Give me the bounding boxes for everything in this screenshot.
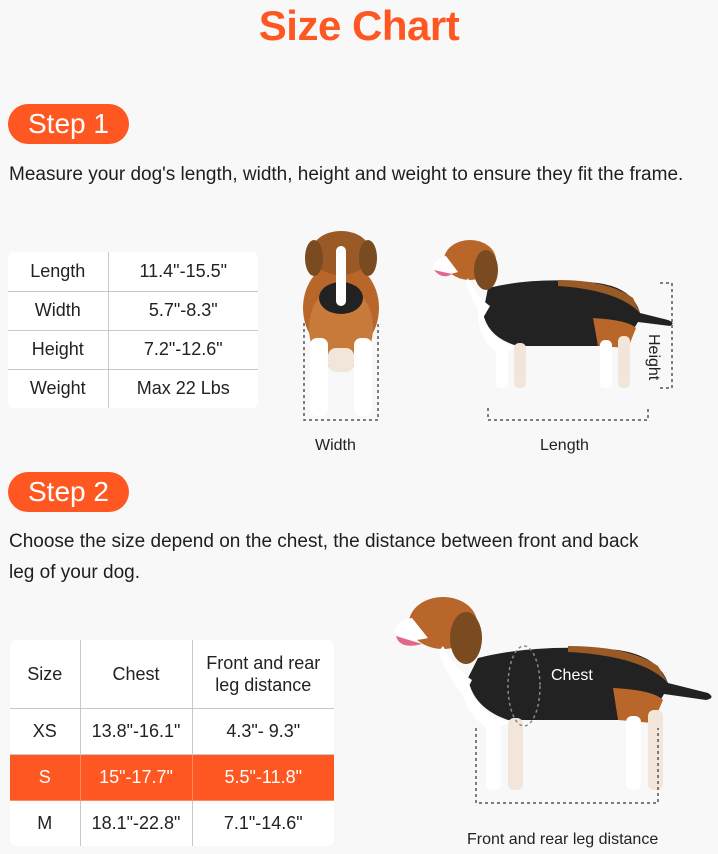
size-cell: M: [10, 800, 80, 846]
dog-chest-illustration: [388, 588, 713, 813]
length-caption: Length: [540, 437, 589, 454]
measurement-value: Max 22 Lbs: [136, 378, 230, 399]
chest-cell: 15"-17.7": [80, 754, 192, 800]
table-row: [8, 369, 258, 408]
dog-rear-illustration: [296, 228, 386, 428]
measurement-table: [8, 252, 258, 408]
width-caption: Width: [315, 437, 356, 454]
measurement-value: 11.4"-15.5": [108, 252, 258, 291]
step2-description-line1: Choose the size depend on the chest, the distance between front and back: [9, 531, 639, 552]
measurement-name: Width: [8, 291, 108, 330]
measurement-value: 5.7"-8.3": [108, 291, 258, 330]
header-leg-line2: leg distance: [215, 674, 312, 695]
size-cell: XS: [10, 708, 80, 754]
step2-description-line2: leg of your dog.: [9, 562, 140, 583]
chest-caption: Chest: [551, 667, 593, 684]
measurement-name: Length: [8, 252, 108, 291]
measurement-name: Weight: [8, 369, 108, 408]
leg-distance-caption: Front and rear leg distance: [467, 831, 659, 848]
leg-distance-cell: 4.3"- 9.3": [192, 708, 334, 754]
leg-distance-cell: 5.5"-11.8": [192, 754, 334, 800]
step2-badge: Step 2: [8, 472, 129, 512]
size-cell: S: [10, 754, 80, 800]
leg-distance-cell: 7.1"-14.6": [223, 812, 303, 833]
header-chest: Chest: [80, 640, 192, 708]
table-row: [10, 708, 334, 754]
table-header-row: [10, 640, 334, 708]
measurement-name: Height: [8, 330, 108, 369]
height-caption: Height: [645, 334, 662, 381]
measurement-value: 7.2"-12.6": [108, 330, 258, 369]
size-table: [10, 640, 334, 846]
step1-badge: Step 1: [8, 104, 129, 144]
table-row: [10, 800, 334, 846]
step1-description: Measure your dog's length, width, height and weight to ensure they fit the frame.: [9, 164, 684, 185]
page-title: Size Chart: [258, 2, 460, 49]
table-row: [8, 252, 258, 291]
table-row: [8, 330, 258, 369]
table-row: [8, 291, 258, 330]
chest-cell: 18.1"-22.8": [80, 800, 192, 846]
header-leg-line1: Front and rear: [206, 652, 321, 673]
header-leg-distance: [192, 640, 334, 708]
chest-cell: 13.8"-16.1": [80, 708, 192, 754]
table-row-highlighted: [10, 754, 334, 800]
header-size: Size: [10, 640, 80, 708]
dog-side-illustration: [428, 228, 678, 433]
